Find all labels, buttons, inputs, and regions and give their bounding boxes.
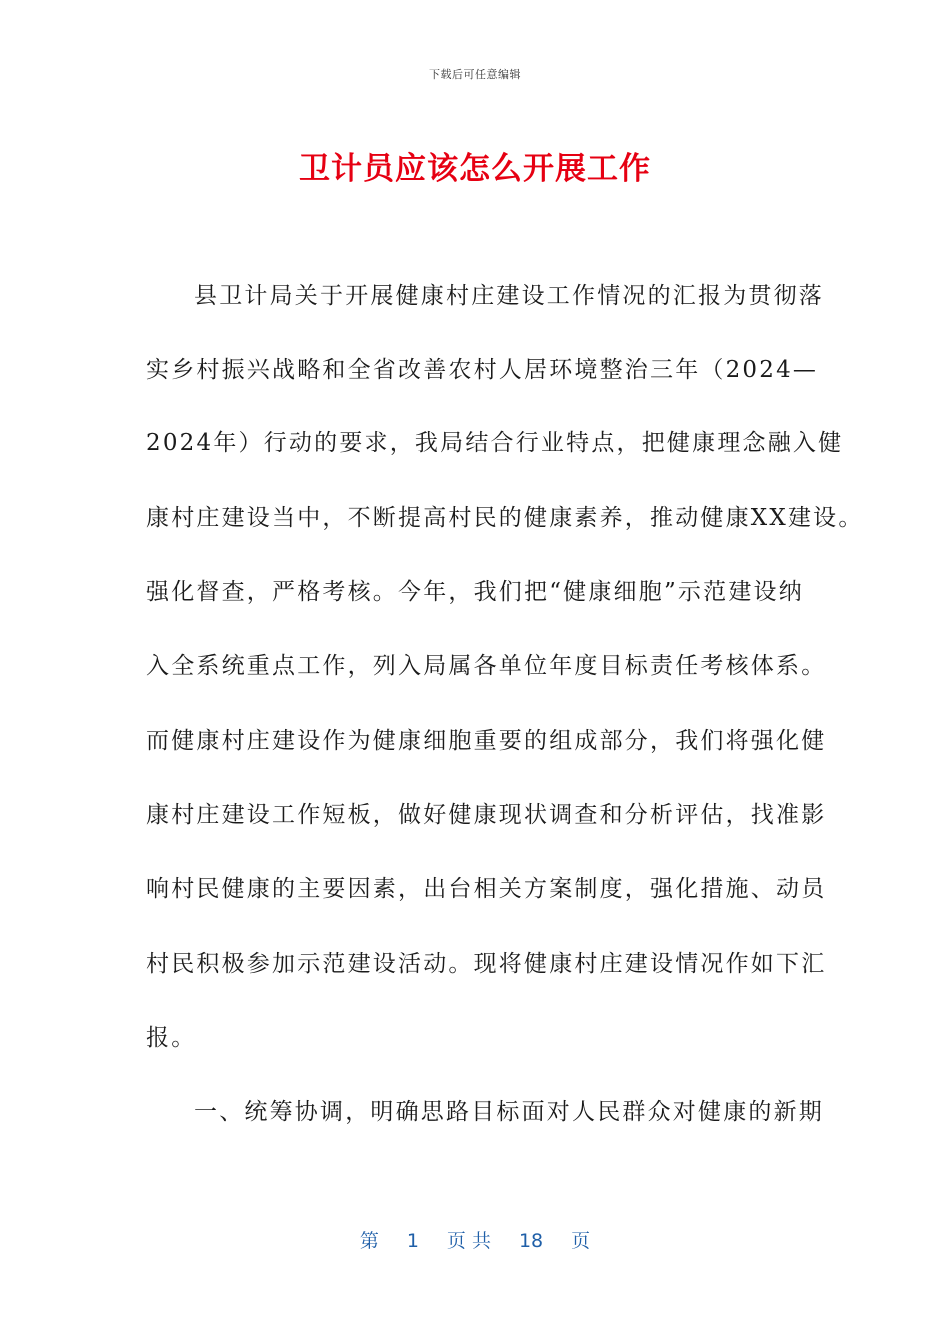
footer-page-number: 1	[406, 1230, 419, 1252]
body-line-3: 2024年）行动的要求，我局结合行业特点，把健康理念融入健	[146, 430, 844, 456]
footer-page-middle: 页 共	[446, 1230, 491, 1252]
footer-total-pages: 18	[518, 1230, 544, 1252]
footer-page-suffix: 页	[571, 1230, 591, 1252]
body-line-1: 县卫计局关于开展健康村庄建设工作情况的汇报为贯彻落	[194, 283, 824, 309]
body-line-8: 康村庄建设工作短板，做好健康现状调查和分析评估，找准影	[146, 802, 827, 828]
body-line-11: 报。	[146, 1025, 197, 1051]
body-line-10: 村民积极参加示范建设活动。现将健康村庄建设情况作如下汇	[146, 951, 827, 977]
page-footer	[0, 1226, 950, 1253]
body-line-7: 而健康村庄建设作为健康细胞重要的组成部分，我们将强化健	[146, 728, 827, 754]
body-line-12: 一、统筹协调，明确思路目标面对人民群众对健康的新期	[194, 1099, 824, 1125]
document-title: 卫计员应该怎么开展工作	[299, 151, 651, 187]
body-line-9: 响村民健康的主要因素，出台相关方案制度，强化措施、动员	[146, 876, 827, 902]
body-line-6: 入全系统重点工作，列入局属各单位年度目标责任考核体系。	[146, 653, 827, 679]
body-line-5: 强化督查，严格考核。今年，我们把“健康细胞”示范建设纳	[146, 579, 804, 605]
body-line-4: 康村庄建设当中，不断提高村民的健康素养，推动健康XX建设。	[146, 505, 864, 531]
footer-page-prefix: 第	[359, 1230, 379, 1252]
header-note: 下载后可任意编辑	[429, 68, 521, 81]
body-line-2: 实乡村振兴战略和全省改善农村人居环境整治三年（2024—	[146, 357, 819, 383]
